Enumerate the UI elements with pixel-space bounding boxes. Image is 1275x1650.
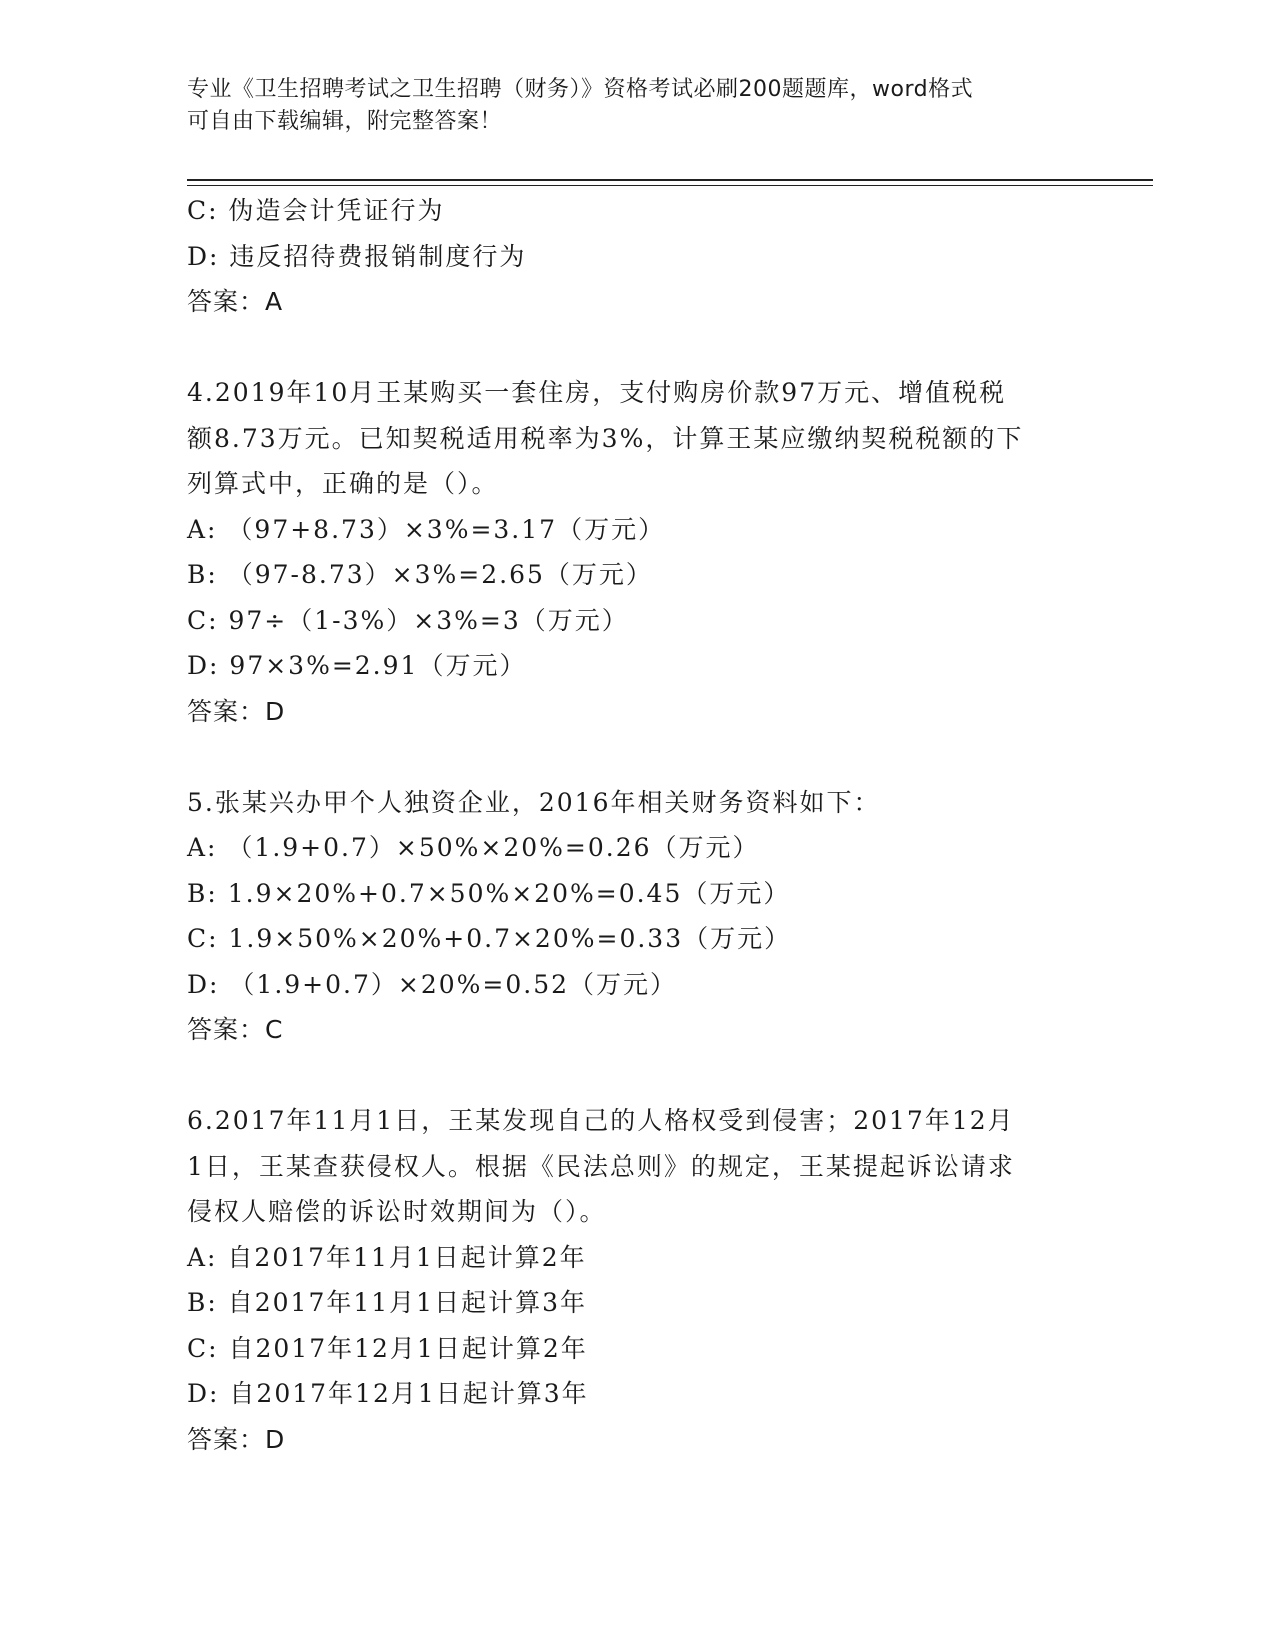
option-a: A: （1.9+0.7）×50%×20%=0.26（万元） xyxy=(187,833,760,862)
option-b: B: 1.9×20%+0.7×50%×20%=0.45（万元） xyxy=(187,878,791,908)
option-c: C: 1.9×50%×20%+0.7×20%=0.33（万元） xyxy=(187,924,792,953)
option-c: C: 自2017年12月1日起计算2年 xyxy=(187,1333,588,1363)
spacer xyxy=(187,325,1107,371)
answer-line: 答案：D xyxy=(187,696,286,726)
question-stem-line: 列算式中，正确的是（）。 xyxy=(187,469,499,498)
question-stem-line: 5.张某兴办甲个人独资企业，2016年相关财务资料如下： xyxy=(187,787,881,817)
option-a: A: 自2017年11月1日起计算2年 xyxy=(187,1242,587,1272)
spacer xyxy=(187,734,1107,780)
option-c: C: 伪造会计凭证行为 xyxy=(187,196,445,225)
header-divider-thick xyxy=(187,179,1153,181)
option-c: C: 97÷（1-3%）×3%=3（万元） xyxy=(187,605,629,635)
header-divider-thin xyxy=(187,185,1153,186)
document-header xyxy=(187,74,1087,138)
option-d: D: 自2017年12月1日起计算3年 xyxy=(187,1379,589,1408)
question-3 xyxy=(187,188,1107,325)
question-stem-line: 侵权人赔偿的诉讼时效期间为（）。 xyxy=(187,1197,607,1226)
question-stem-line: 4.2019年10月王某购买一套住房，支付购房价款97万元、增值税税 xyxy=(187,378,1007,407)
option-d: D: 97×3%=2.91（万元） xyxy=(187,651,527,680)
question-stem-line: 额8.73万元。已知契税适用税率为3%，计算王某应缴纳契税税额的下 xyxy=(187,423,1024,453)
answer-line: 答案：A xyxy=(187,287,284,316)
answer-line: 答案：C xyxy=(187,1015,284,1044)
header-title-line-2: 可自由下载编辑，附完整答案！ xyxy=(187,109,503,134)
spacer xyxy=(187,1053,1107,1099)
answer-line: 答案：D xyxy=(187,1424,286,1454)
option-d: D: 违反招待费报销制度行为 xyxy=(187,241,527,271)
option-b: B: 自2017年11月1日起计算3年 xyxy=(187,1288,587,1317)
option-b: B: （97-8.73）×3%=2.65（万元） xyxy=(187,560,653,589)
header-title-line-1: 专业《卫生招聘考试之卫生招聘（财务）》资格考试必刷200题题库，word格式 xyxy=(187,77,974,102)
question-6 xyxy=(187,1098,1107,1462)
option-d: D: （1.9+0.7）×20%=0.52（万元） xyxy=(187,969,678,999)
question-stem-line: 1日，王某查获侵权人。根据《民法总则》的规定，王某提起诉讼请求 xyxy=(187,1151,1015,1181)
question-4 xyxy=(187,370,1107,734)
question-list xyxy=(187,188,1107,1462)
option-a: A: （97+8.73）×3%=3.17（万元） xyxy=(187,514,666,544)
question-stem-line: 6.2017年11月1日，王某发现自己的人格权受到侵害；2017年12月 xyxy=(187,1106,1015,1135)
question-5 xyxy=(187,780,1107,1053)
